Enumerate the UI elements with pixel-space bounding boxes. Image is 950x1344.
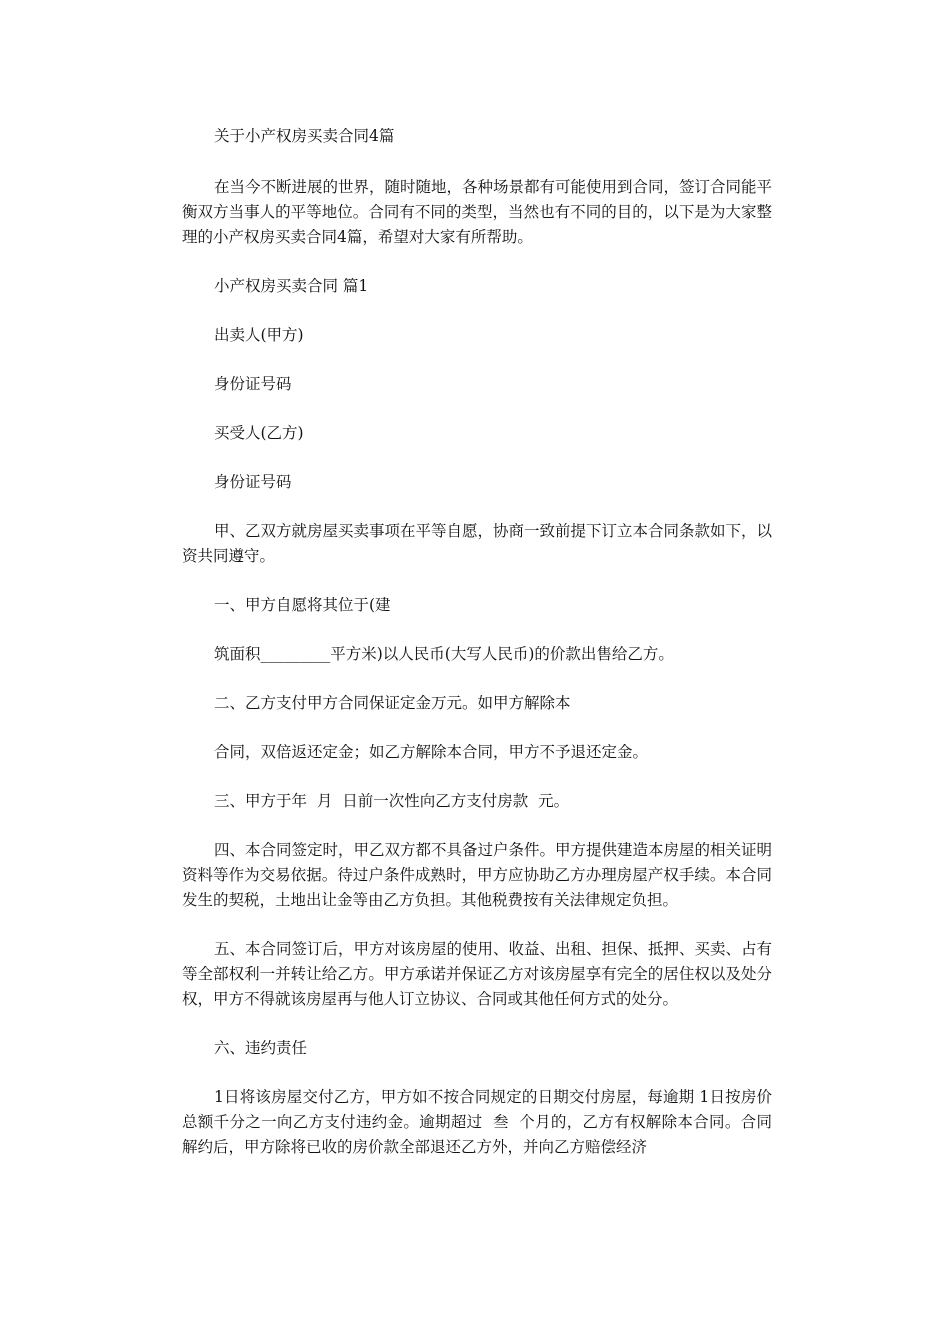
document-body — [182, 124, 772, 1160]
clause-1-part-1: 一、甲方自愿将其位于(建 — [214, 596, 391, 614]
clause-4: 四、本合同签定时，甲乙双方都不具备过户条件。甲方提供建造本房屋的相关证明资料等作为交易依据。待过户条件成熟时，甲方应协助乙方办理房屋产权手续。本合同发生的契税，土地出让金等由乙方负担。其他税费按有关法律规定负担。 — [182, 841, 773, 909]
clause-6-heading: 六、违约责任 — [214, 1039, 308, 1057]
intro-paragraph: 在当今不断进展的世界，随时随地，各种场景都有可能使用到合同，签订合同能平衡双方当事人的平等地位。合同有不同的类型，当然也有不同的目的，以下是为大家整理的小产权房买卖合同4篇，希望对大家有所帮助。 — [182, 178, 773, 246]
section-heading: 小产权房买卖合同 篇1 — [214, 277, 369, 295]
agreement-preamble: 甲、乙双方就房屋买卖事项在平等自愿，协商一致前提下订立本合同条款如下，以资共同遵守。 — [182, 522, 773, 565]
clause-2-part-1: 二、乙方支付甲方合同保证定金万元。如甲方解除本 — [214, 694, 571, 712]
seller-label: 出卖人(甲方) — [214, 326, 304, 344]
clause-1-part-2: 筑面积_________平方米)以人民币(大写人民币)的价款出售给乙方。 — [214, 645, 674, 663]
clause-5: 五、本合同签订后，甲方对该房屋的使用、收益、出租、担保、抵押、买卖、占有等全部权利一并转让给乙方。甲方承诺并保证乙方对该房屋享有完全的居住权以及处分权，甲方不得就该房屋再与他人订立协议、合同或其他任何方式的处分。 — [182, 940, 773, 1008]
document-title: 关于小产权房买卖合同4篇 — [214, 127, 395, 145]
clause-3: 三、甲方于年 月 日前一次性向乙方支付房款 元。 — [214, 792, 570, 810]
buyer-id-label: 身份证号码 — [214, 473, 292, 491]
clause-6-text: 1日将该房屋交付乙方，甲方如不按合同规定的日期交付房屋，每逾期 1日按房价总额千分之一向乙方支付违约金。逾期超过 叁 个月的，乙方有权解除本合同。合同解约后，甲方除将已收的房价款全部退还乙方外，并向乙方赔偿经济 — [182, 1088, 772, 1156]
buyer-label: 买受人(乙方) — [214, 424, 304, 442]
seller-id-label: 身份证号码 — [214, 375, 292, 393]
clause-2-part-2: 合同，双倍返还定金；如乙方解除本合同，甲方不予退还定金。 — [214, 743, 649, 761]
